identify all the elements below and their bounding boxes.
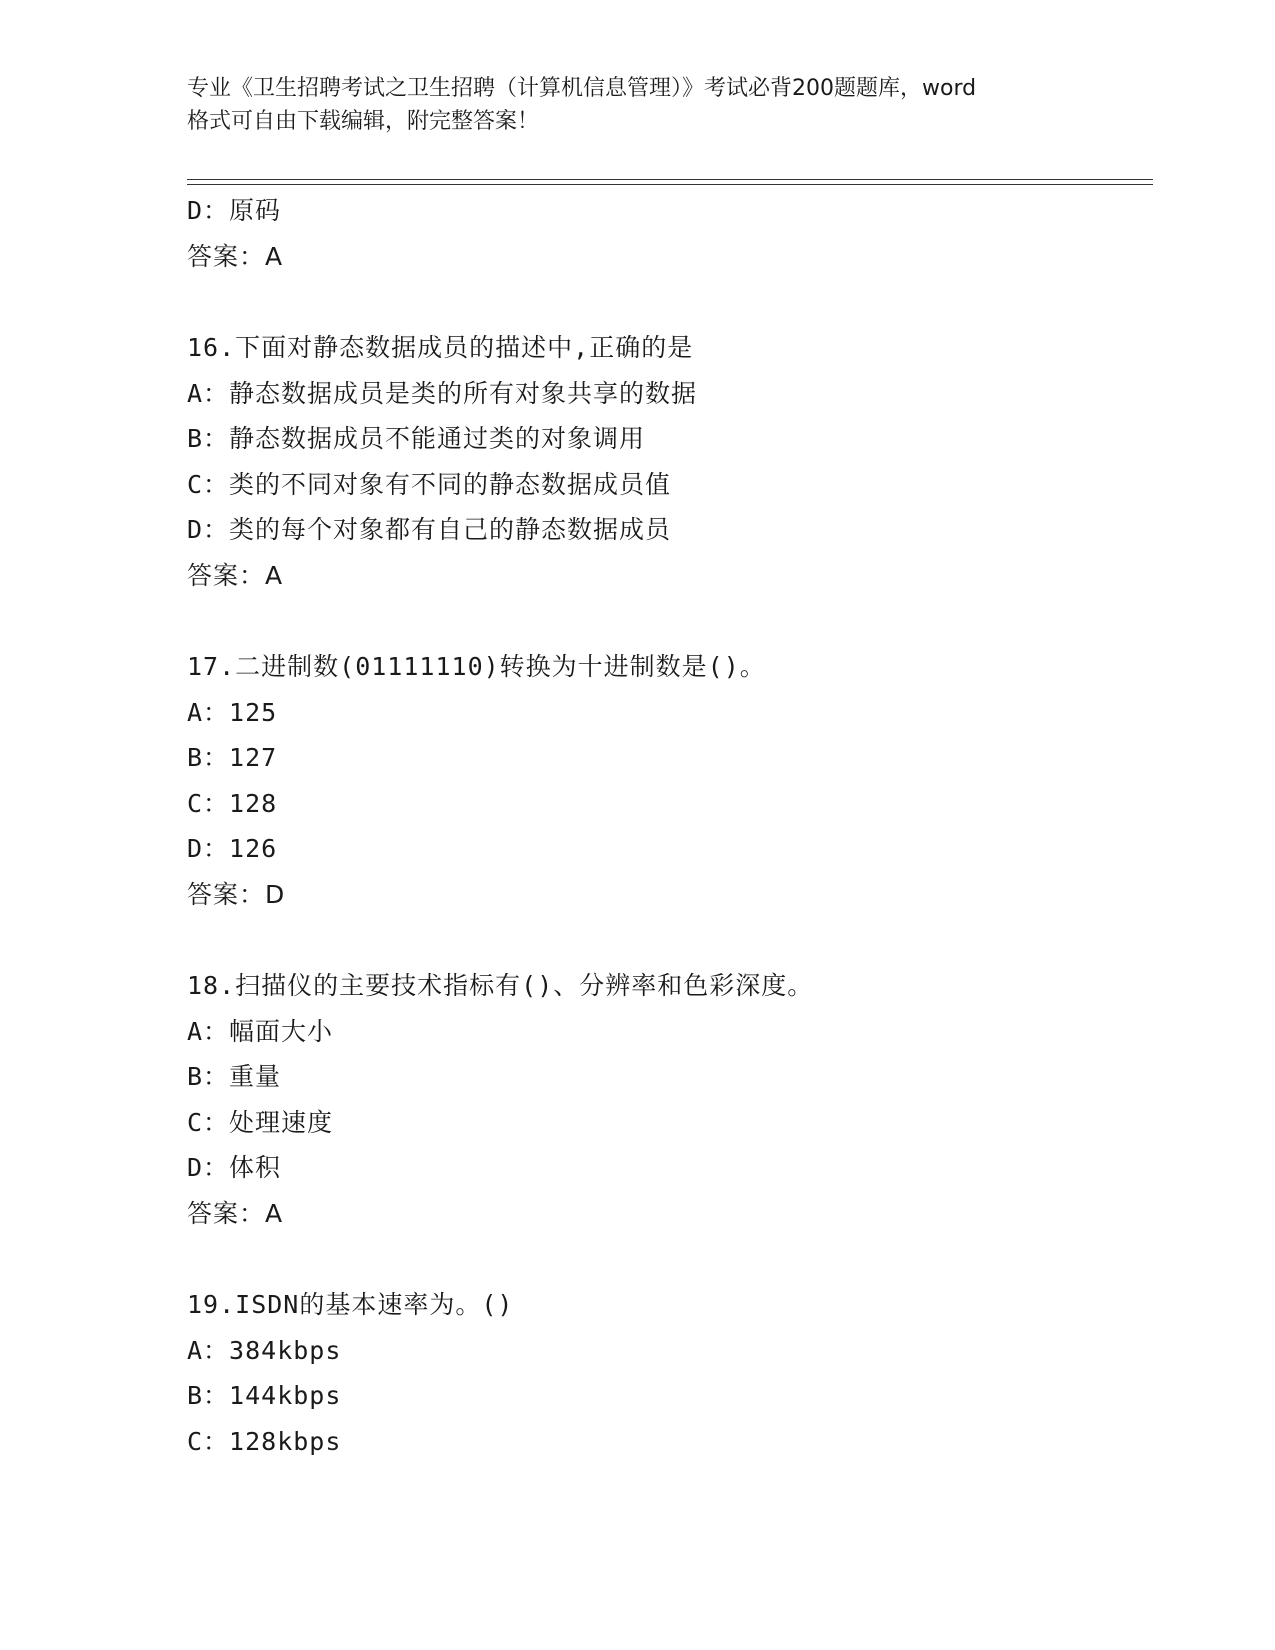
header-divider-top: [187, 179, 1153, 180]
question-19: [187, 1282, 1153, 1464]
option-d: D：126: [187, 834, 278, 863]
option-a: A：静态数据成员是类的所有对象共享的数据: [187, 378, 698, 408]
option-b: B：127: [187, 743, 278, 772]
option-c: C：128: [187, 788, 278, 818]
question-list: [187, 188, 1153, 1464]
option-c: C：处理速度: [187, 1107, 334, 1137]
answer: 答案：A: [187, 1198, 284, 1228]
question-stem: 19.ISDN的基本速率为。(): [187, 1290, 514, 1319]
header-title-line-1: 专业《卫生招聘考试之卫生招聘（计算机信息管理）》考试必背200题题库，word: [187, 76, 977, 101]
option-a: A：384kbps: [187, 1335, 342, 1365]
question-stem: 16.下面对静态数据成员的描述中,正确的是: [187, 333, 694, 362]
document-header: [187, 72, 1087, 138]
option-b: B：静态数据成员不能通过类的对象调用: [187, 424, 646, 453]
option-b: B：144kbps: [187, 1381, 342, 1410]
question-stem: 18.扫描仪的主要技术指标有()、分辨率和色彩深度。: [187, 971, 814, 1000]
question-17: [187, 644, 1153, 917]
header-title-line-2: 格式可自由下载编辑，附完整答案！: [187, 109, 540, 134]
answer: 答案：A: [187, 560, 284, 590]
header-divider-bottom: [187, 184, 1153, 185]
question-15-answer: 答案：A: [187, 241, 284, 271]
option-d: D：类的每个对象都有自己的静态数据成员: [187, 515, 672, 544]
option-c: C：类的不同对象有不同的静态数据成员值: [187, 469, 672, 499]
option-b: B：重量: [187, 1062, 282, 1091]
question-15-option-d: D：原码: [187, 196, 282, 225]
question-stem: 17.二进制数(01111110)转换为十进制数是()。: [187, 652, 766, 681]
answer: 答案：D: [187, 879, 286, 909]
option-d: D：体积: [187, 1153, 282, 1182]
option-a: A：125: [187, 697, 278, 727]
question-18: [187, 963, 1153, 1236]
option-a: A：幅面大小: [187, 1016, 334, 1046]
option-c: C：128kbps: [187, 1426, 342, 1456]
question-16: [187, 325, 1153, 598]
